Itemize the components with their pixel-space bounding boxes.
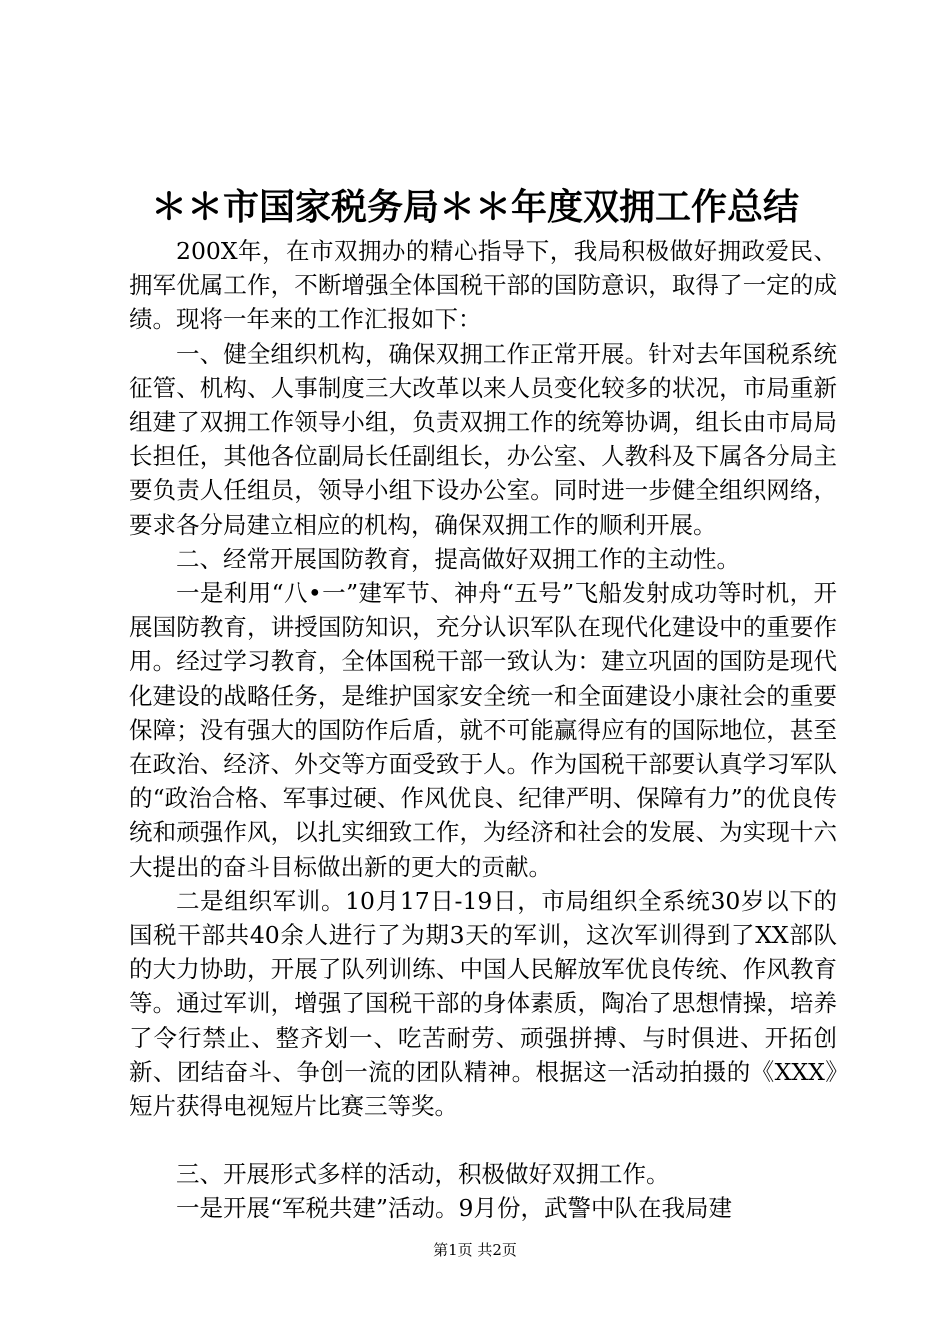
paragraph-section-3-item-1: 一是开展“军税共建”活动。9月份，武警中队在我局建 <box>176 1194 732 1223</box>
page-footer: 第1页 共2页 <box>433 1241 517 1259</box>
paragraph-section-2-item-1: 一是利用“八•一”建军节、神舟“五号”飞船发射成功等时机，开展国防教育，讲授国防知识，充分认识军队在现代化建设中的重要作用。经过学习教育，全体国税干部一致认为：建立巩固的国防是现代化建设的战略任务，是维护国家安全统一和全面建设小康社会的重要保障；没有强大的国防作后盾，就不可能赢得应有的国际地位，甚至在政治、经济、外交等方面受致于人。作为国税干部要认真学习军队的“政治合格、军事过硬、作风优良、纪律严明、保障有力”的优良传统和顽强作风，以扎实细致工作，为经济和社会的发展、为实现十六大提出的奋斗目标做出新的更大的贡献。 <box>129 579 837 881</box>
paragraph-section-2-heading: 二、经常开展国防教育，提高做好双拥工作的主动性。 <box>176 544 740 573</box>
paragraph-intro: 200X年，在市双拥办的精心指导下，我局积极做好拥政爱民、拥军优属工作，不断增强全体国税干部的国防意识，取得了一定的成绩。现将一年来的工作汇报如下： <box>129 237 837 334</box>
document-title: ＊＊市国家税务局＊＊年度双拥工作总结 <box>150 187 799 228</box>
paragraph-section-1: 一、健全组织机构，确保双拥工作正常开展。针对去年国税系统征管、机构、人事制度三大改革以来人员变化较多的状况，市局重新组建了双拥工作领导小组，负责双拥工作的统筹协调，组长由市局局长担任，其他各位副局长任副组长，办公室、人教科及下属各分局主要负责人任组员，领导小组下设办公室。同时进一步健全组织网络，要求各分局建立相应的机构，确保双拥工作的顺利开展。 <box>129 339 837 539</box>
document-body <box>129 234 837 1226</box>
paragraph-section-3-heading: 三、开展形式多样的活动，积极做好双拥工作。 <box>176 1160 670 1189</box>
paragraph-section-2-item-2: 二是组织军训。10月17日-19日，市局组织全系统30岁以下的国税干部共40余人进行了为期3天的军训，这次军训得到了XX部队的大力协助，开展了队列训练、中国人民解放军优良传统、作风教育等。通过军训，增强了国税干部的身体素质，陶冶了思想情操，培养了令行禁止、整齐划一、吃苦耐劳、顽强拼搏、与时俱进、开拓创新、团结奋斗、争创一流的团队精神。根据这一活动拍摄的《XXX》短片获得电视短片比赛三等奖。 <box>129 886 837 1121</box>
